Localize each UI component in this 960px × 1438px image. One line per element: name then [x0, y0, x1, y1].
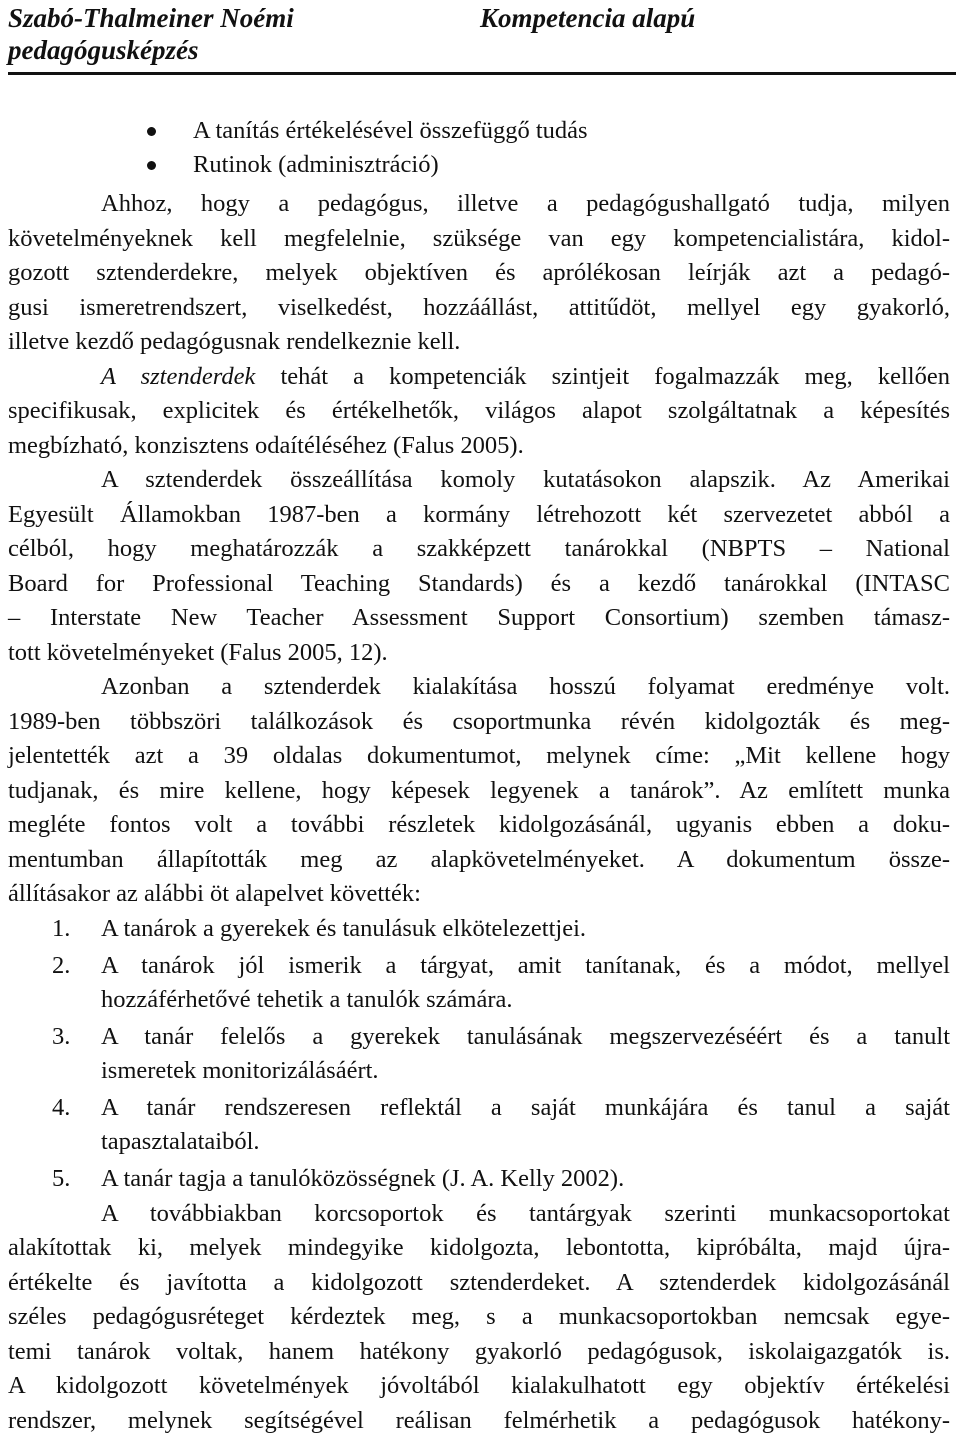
paragraph-line: Azonban a sztenderdek kialakítása hosszú folyamat eredménye volt.	[101, 673, 950, 700]
paragraph-line: célból, hogy meghatározzák a szakképzett tanárokkal (NBPTS – National	[8, 535, 950, 562]
paragraph-line: széles pedagógusréteget kérdeztek meg, s a munkacsoportokban nemcsak egye-	[8, 1303, 950, 1330]
list-item-continued: tapasztalataiból.	[101, 1128, 260, 1155]
list-item-continued: ismeretek monitorizálásáért.	[101, 1057, 379, 1084]
paragraph-line: alakítottak ki, melyek mindegyike kidolgozta, lebontotta, kipróbálta, majd újra-	[8, 1234, 950, 1261]
paragraph-line: Egyesült Államokban 1987-ben a kormány létrehozott két szervezetet abból a	[8, 501, 950, 528]
paragraph-line: specifikusak, explicitek és értékelhetők, világos alapot szolgáltatnak a képesítés	[8, 397, 950, 424]
paragraph-line: mentumban állapították meg az alapkövetelményeket. A dokumentum össze-	[8, 846, 950, 873]
paragraph-line: rendszer, melynek segítségével reálisan felmérhetik a pedagógusok hatékony-	[8, 1407, 950, 1434]
bullet-item: Rutinok (adminisztráció)	[193, 151, 439, 178]
paragraph-line: A továbbiakban korcsoportok és tantárgyak szerinti munkacsoportokat	[101, 1200, 950, 1227]
paragraph-line: tudjanak, és mire kellene, hogy képesek legyenek a tanárok”. Az említett munka	[8, 777, 950, 804]
paragraph-line: megléte fontos volt a további részletek kidolgozásánál, ugyanis ebben a doku-	[8, 811, 950, 838]
list-item: A tanár rendszeresen reflektál a saját munkájára és tanul a saját	[101, 1094, 950, 1121]
paragraph-line: jelentették azt a 39 oldalas dokumentumot, melynek címe: „Mit kellene hogy	[8, 742, 950, 769]
header-author: Szabó-Thalmeiner Noémi	[8, 3, 294, 33]
header-title: Kompetencia alapú	[480, 3, 696, 33]
paragraph-line: megbízható, konzisztens odaítéléséhez (Falus 2005).	[8, 432, 524, 459]
list-item: A tanárok a gyerekek és tanulásuk elkötelezettjei.	[101, 915, 587, 942]
bullet-icon	[147, 161, 156, 170]
list-item: A tanár tagja a tanulóközösségnek (J. A. Kelly 2002).	[101, 1165, 625, 1192]
header-author-continued: pedagógusképzés	[8, 35, 199, 65]
paragraph-line: gozott sztenderdekre, melyek objektíven és aprólékosan leírják azt a pedagó-	[8, 259, 950, 286]
bullet-item: A tanítás értékelésével összefüggő tudás	[193, 117, 588, 144]
bullet-icon	[147, 127, 156, 136]
paragraph-line: A sztenderdek összeállítása komoly kutatásokon alapszik. Az Amerikai	[101, 466, 950, 493]
paragraph-line: állításakor az alábbi öt alapelvet követték:	[8, 880, 421, 907]
list-item-continued: hozzáférhetővé tehetik a tanulók számára.	[101, 986, 513, 1013]
paragraph-line: Ahhoz, hogy a pedagógus, illetve a pedagógushallgató tudja, milyen	[101, 190, 950, 217]
list-number: 2.	[52, 952, 71, 979]
paragraph-line: tott követelményeket (Falus 2005, 12).	[8, 639, 388, 666]
paragraph-line: 1989-ben többszöri találkozások és csoportmunka révén kidolgozták és meg-	[8, 708, 950, 735]
paragraph-line: illetve kezdő pedagógusnak rendelkeznie kell.	[8, 328, 461, 355]
list-number: 3.	[52, 1023, 71, 1050]
paragraph-line: temi tanárok voltak, hanem hatékony gyakorló pedagógusok, iskolaigazgatók is.	[8, 1338, 950, 1365]
paragraph-line	[101, 362, 950, 392]
paragraph-line: értékelte és javította a kidolgozott sztenderdeket. A sztenderdek kidolgozásánál	[8, 1269, 950, 1296]
paragraph-line: gusi ismeretrendszert, viselkedést, hozzáállást, attitűdöt, mellyel egy gyakorló,	[8, 294, 950, 321]
list-number: 1.	[52, 915, 71, 942]
paragraph-line: A kidolgozott követelmények jóvoltából kialakulhatott egy objektív értékelési	[8, 1372, 950, 1399]
list-item: A tanárok jól ismerik a tárgyat, amit tanítanak, és a módot, mellyel	[101, 952, 950, 979]
list-number: 4.	[52, 1094, 71, 1121]
paragraph-line: – Interstate New Teacher Assessment Support Consortium) szemben támasz-	[8, 604, 950, 631]
list-item: A tanár felelős a gyerekek tanulásának megszervezéséért és a tanult	[101, 1023, 950, 1050]
paragraph-text: tehát a kompetenciák szintjeit fogalmazzák meg, kellően	[255, 363, 950, 390]
running-header	[8, 0, 956, 75]
paragraph-line: követelményeknek kell megfelelnie, szüksége van egy kompetencialistára, kidol-	[8, 225, 950, 252]
paragraph-line: Board for Professional Teaching Standards) és a kezdő tanárokkal (INTASC	[8, 570, 950, 597]
list-number: 5.	[52, 1165, 71, 1192]
italic-term: A sztenderdek	[101, 363, 256, 390]
